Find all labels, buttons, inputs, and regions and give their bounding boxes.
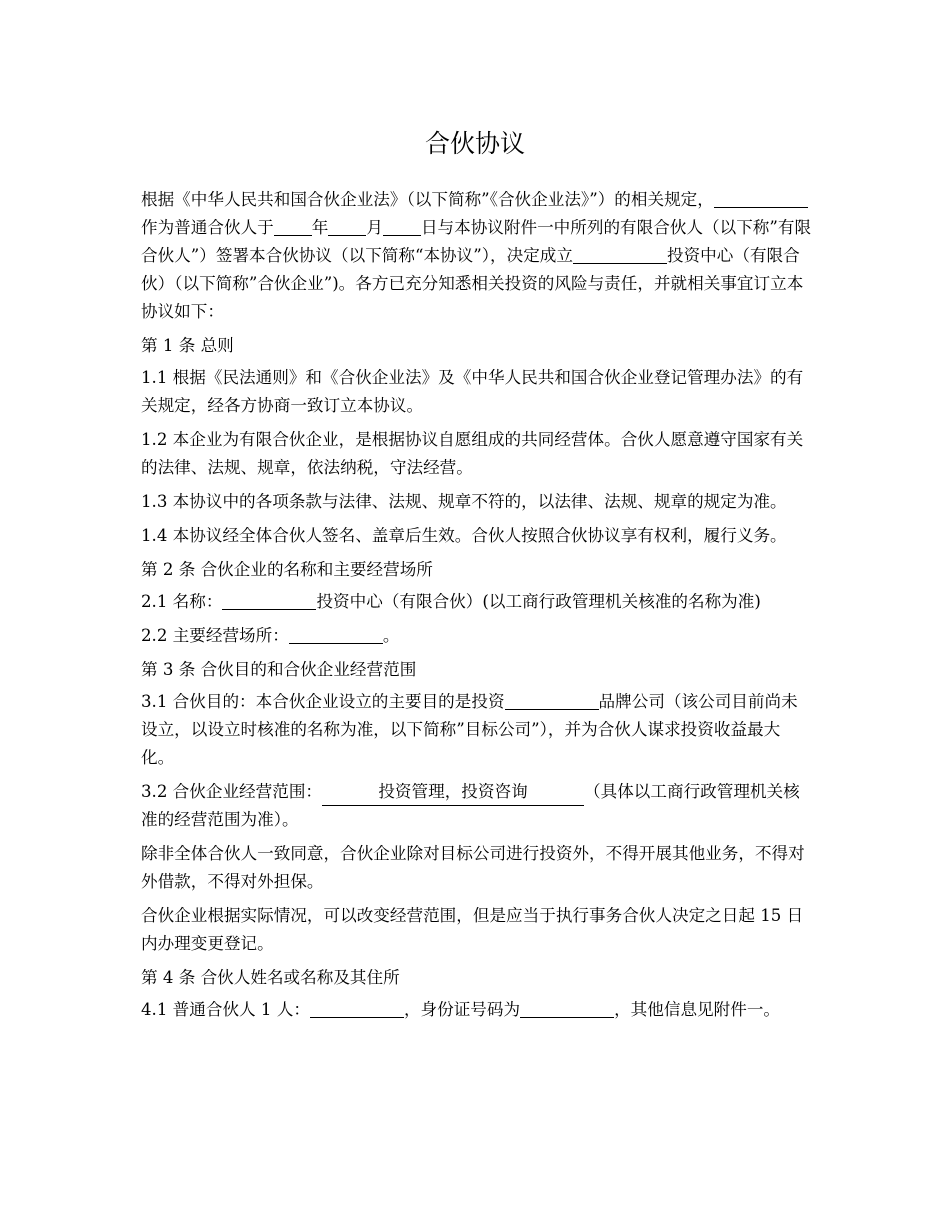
- preamble-text-1: 根据《中华人民共和国合伙企业法》（以下简称”《合伙企业法》”）的相关规定，: [141, 190, 714, 209]
- preamble-paragraph: [141, 186, 813, 326]
- clause-1-1: 1.1 根据《民法通则》和《合伙企业法》及《中华人民共和国合伙企业登记管理办法》的有关规定，经各方协商一致订立本协议。: [141, 368, 804, 415]
- clause-3-3: 除非全体合伙人一致同意，合伙企业除对目标公司进行投资外，不得开展其他业务，不得对外借款，不得对外担保。: [141, 844, 805, 891]
- clause-4-1-label: 4.1 普通合伙人 1 人：: [141, 1000, 310, 1019]
- clause-2-1-text: 投资中心（有限合伙）(以工商行政管理机关核准的名称为准): [316, 592, 761, 611]
- clause-2-1-label: 2.1 名称：: [141, 592, 223, 611]
- clause-2-2-label: 2.2 主要经营场所：: [141, 626, 289, 645]
- year-blank[interactable]: [274, 215, 312, 236]
- general-partner-name-blank[interactable]: [310, 997, 404, 1018]
- clause-2-2: [141, 622, 813, 650]
- clause-1-4: 1.4 本协议经全体合伙人签名、盖章后生效。合伙人按照合伙协议享有权利，履行义务。: [141, 526, 787, 545]
- clause-1-2: 1.2 本企业为有限合伙企业，是根据协议自愿组成的共同经营体。合伙人愿意遵守国家有关的法律、法规、规章，依法纳税，守法经营。: [141, 430, 804, 477]
- clause-2-2-end: 。: [382, 626, 400, 645]
- enterprise-name-blank[interactable]: [222, 589, 316, 610]
- clause-3-2-label: 3.2 合伙企业经营范围：: [141, 782, 323, 801]
- preamble-text-2: 作为普通合伙人于: [141, 218, 274, 237]
- clause-4-1-id-label: ，身份证号码为: [403, 1000, 521, 1019]
- clause-4-1-end: ，其他信息见附件一。: [614, 1000, 781, 1019]
- preamble-year-label: 年: [311, 218, 329, 237]
- business-address-blank[interactable]: [289, 623, 383, 644]
- clause-4-1: [141, 996, 813, 1024]
- clause-3-2-text: （具体以工商行政管理机关核准的经营范围为准）。: [141, 782, 800, 829]
- day-blank[interactable]: [383, 215, 421, 236]
- preamble-month-label: 月: [366, 218, 383, 237]
- preamble-text-4: 投资中心（有限合伙）（以下简称”合伙企业”)。各方已充分知悉相关投资的风险与责任，并就相关事宜订立本协议如下：: [141, 246, 804, 321]
- clause-1-3: 1.3 本协议中的各项条款与法律、法规、规章不符的，以法律、法规、规章的规定为准。: [141, 492, 787, 511]
- article-2-heading: 第 2 条 合伙企业的名称和主要经营场所: [141, 560, 433, 579]
- document-title: 合伙协议: [424, 129, 525, 158]
- article-4-heading: 第 4 条 合伙人姓名或名称及其住所: [141, 968, 400, 987]
- document-body: [141, 186, 813, 1026]
- clause-3-1: [141, 688, 813, 772]
- id-number-blank[interactable]: [520, 997, 614, 1018]
- business-scope-field[interactable]: 投资管理，投资咨询: [322, 779, 584, 806]
- preamble-text-3: 日与本协议附件一中所列的有限合伙人（以下称”有限合伙人”）签署本合伙协议（以下简称“本协议”），决定成立: [141, 218, 812, 265]
- clause-3-4: 合伙企业根据实际情况，可以改变经营范围，但是应当于执行事务合伙人决定之日起 15 日内办理变更登记。: [141, 906, 804, 953]
- article-3-heading: 第 3 条 合伙目的和合伙企业经营范围: [141, 660, 417, 679]
- article-1-heading: 第 1 条 总则: [141, 336, 234, 355]
- clause-3-2: [141, 778, 813, 834]
- month-blank[interactable]: [328, 215, 366, 236]
- clause-2-1: [141, 588, 813, 616]
- clause-3-1-label: 3.1 合伙目的：本合伙企业设立的主要目的是投资: [141, 692, 505, 711]
- clause-3-1-text: 品牌公司（该公司目前尚未设立，以设立时核准的名称为准，以下简称”目标公司”），并为合伙人谋求投资收益最大化。: [141, 692, 798, 767]
- fund-name-blank[interactable]: [573, 243, 667, 264]
- general-partner-blank[interactable]: [714, 187, 808, 208]
- brand-company-blank[interactable]: [505, 689, 599, 710]
